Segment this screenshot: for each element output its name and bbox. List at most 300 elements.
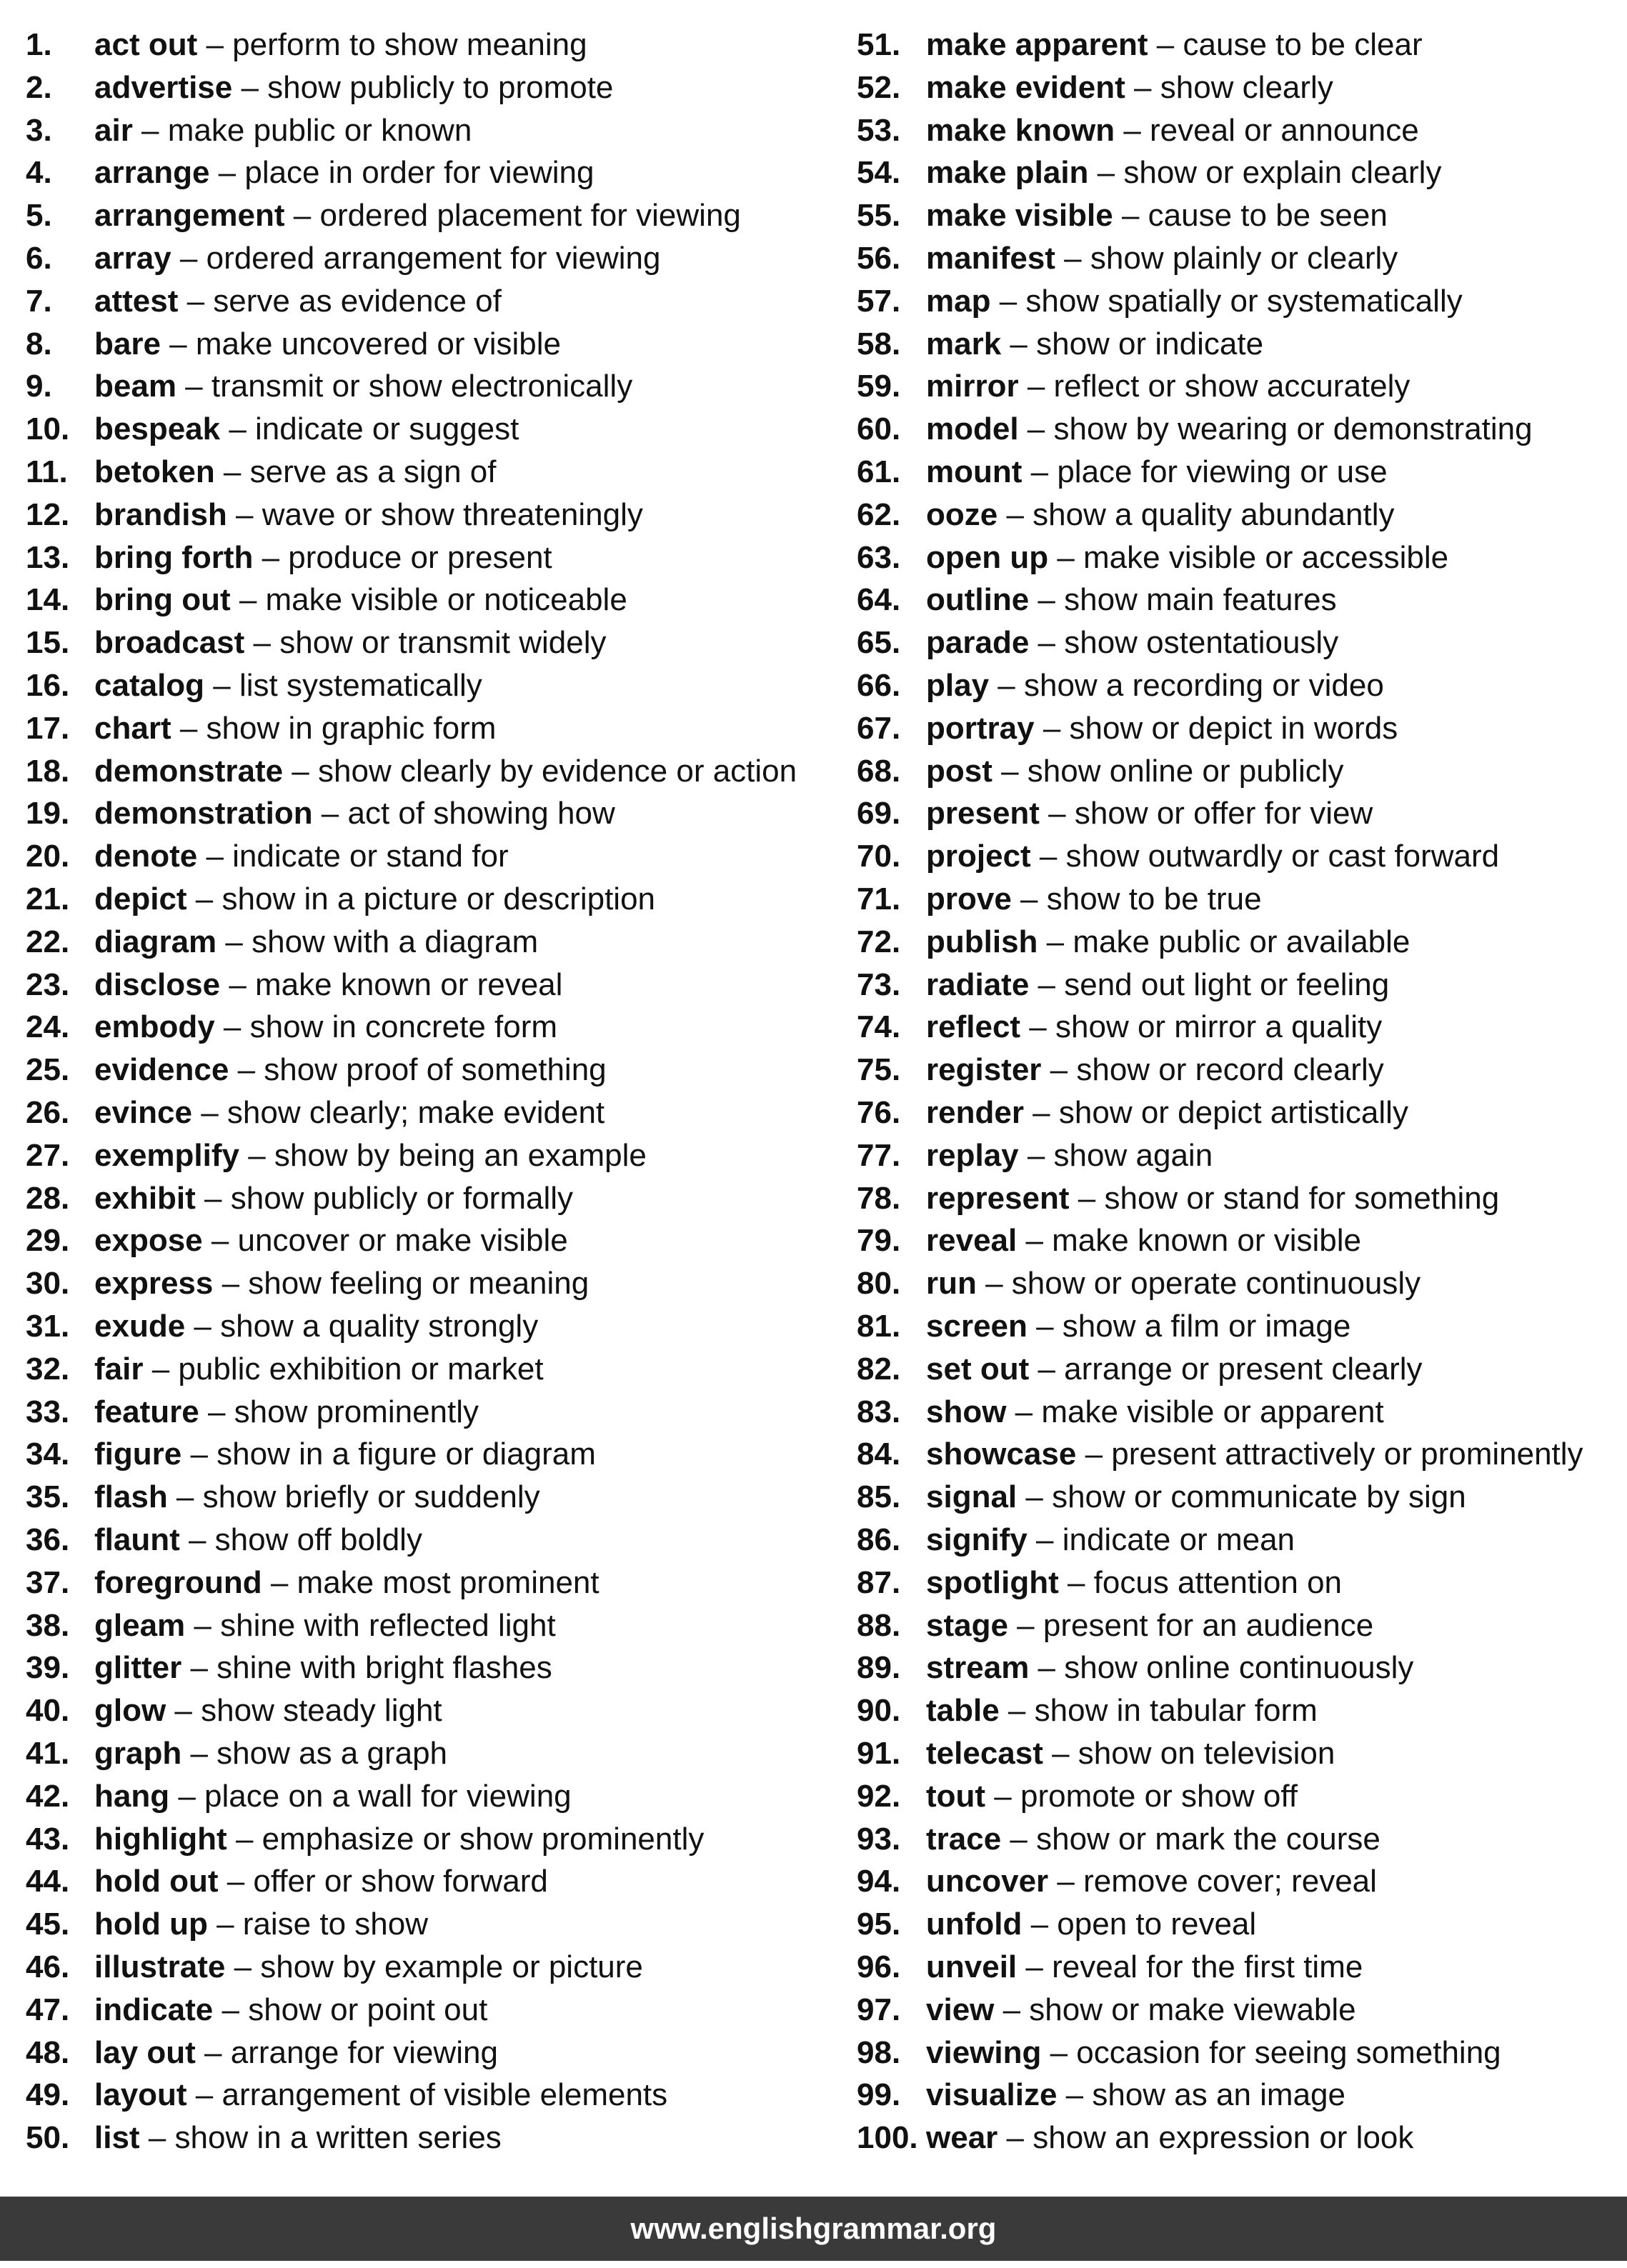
entry-definition: – show a film or image bbox=[1027, 1309, 1351, 1344]
entry-definition: – show or offer for view bbox=[1039, 796, 1373, 831]
entry-definition: – list systematically bbox=[204, 668, 482, 703]
entry-text bbox=[926, 1818, 1380, 1861]
entry-definition: – show feeling or meaning bbox=[213, 1266, 589, 1302]
entry-definition: – raise to show bbox=[207, 1907, 428, 1942]
entry-number: 88. bbox=[857, 1607, 901, 1643]
entry-number: 21. bbox=[26, 881, 70, 916]
entry-number: 83. bbox=[857, 1394, 901, 1429]
entry-definition: – show as an image bbox=[1057, 2077, 1345, 2113]
entry-definition: – place on a wall for viewing bbox=[169, 1778, 572, 1814]
entry-word: portray bbox=[926, 710, 1035, 746]
entry-number: 35. bbox=[26, 1479, 70, 1515]
entry-word: reveal bbox=[926, 1223, 1018, 1259]
entry-word: publish bbox=[926, 924, 1038, 959]
entry-number: 72. bbox=[857, 924, 901, 959]
entry-definition: – shine with bright flashes bbox=[181, 1650, 552, 1686]
entry-definition: – show a quality abundantly bbox=[997, 496, 1395, 532]
entry-word: open up bbox=[926, 539, 1049, 575]
entry-word: make plain bbox=[926, 155, 1089, 191]
entry-text bbox=[94, 1732, 447, 1775]
entry-number: 91. bbox=[857, 1736, 901, 1771]
entry-text bbox=[926, 921, 1410, 964]
entry-number: 76. bbox=[857, 1095, 901, 1130]
entry-number: 10. bbox=[26, 411, 70, 447]
entry-definition: – make visible or accessible bbox=[1048, 539, 1449, 575]
entry-word: show bbox=[926, 1394, 1007, 1429]
entry-word: model bbox=[926, 411, 1019, 447]
entry-text bbox=[926, 1989, 1356, 2032]
entry-text bbox=[926, 1775, 1298, 1818]
entry-definition: – show or stand for something bbox=[1069, 1180, 1500, 1216]
entry-word: make known bbox=[926, 112, 1115, 148]
entry-text bbox=[926, 2074, 1345, 2117]
entry-text bbox=[926, 579, 1337, 621]
entry-number: 96. bbox=[857, 1949, 901, 1984]
entry-definition: – show steady light bbox=[166, 1693, 442, 1729]
entry-definition: – show with a diagram bbox=[217, 924, 539, 959]
entry-word: render bbox=[926, 1095, 1024, 1130]
entry-number: 86. bbox=[857, 1522, 901, 1557]
entry-word: act out bbox=[94, 27, 198, 62]
entry-definition: – show online continuously bbox=[1029, 1650, 1414, 1686]
entry-number: 3. bbox=[26, 112, 52, 148]
entry-definition: – show or depict artistically bbox=[1023, 1095, 1408, 1130]
entry-text bbox=[94, 707, 496, 750]
entry-word: diagram bbox=[94, 924, 217, 959]
entry-definition: – show or point out bbox=[213, 1992, 488, 2027]
entry-text bbox=[926, 451, 1388, 494]
entry-word: arrangement bbox=[94, 198, 285, 234]
entry-number: 49. bbox=[26, 2077, 70, 2113]
entry-text bbox=[926, 66, 1333, 109]
entry-word: map bbox=[926, 283, 991, 319]
entry-word: array bbox=[94, 241, 171, 276]
entry-definition: – show prominently bbox=[199, 1394, 479, 1429]
entry-definition: – promote or show off bbox=[985, 1778, 1298, 1814]
entry-text bbox=[926, 621, 1338, 664]
entry-number: 32. bbox=[26, 1351, 70, 1387]
entry-number: 80. bbox=[857, 1266, 901, 1302]
entry-text bbox=[94, 24, 587, 66]
entry-definition: – show proof of something bbox=[229, 1052, 607, 1088]
entry-text bbox=[926, 1219, 1361, 1262]
entry-text bbox=[926, 365, 1410, 408]
entry-definition: – show or record clearly bbox=[1041, 1052, 1384, 1088]
entry-number: 63. bbox=[857, 539, 901, 575]
entry-text bbox=[94, 494, 643, 536]
entry-number: 38. bbox=[26, 1607, 70, 1643]
entry-word: outline bbox=[926, 582, 1030, 618]
entry-number: 36. bbox=[26, 1522, 70, 1557]
entry-text bbox=[94, 1647, 552, 1689]
entry-definition: – show to be true bbox=[1011, 881, 1262, 916]
entry-number: 8. bbox=[26, 326, 52, 361]
entry-word: evidence bbox=[94, 1052, 229, 1088]
entry-text bbox=[94, 1989, 487, 2032]
entry-definition: – show online or publicly bbox=[992, 753, 1344, 789]
entry-word: disclose bbox=[94, 966, 221, 1002]
entry-definition: – show in a written series bbox=[139, 2120, 502, 2156]
entry-number: 22. bbox=[26, 924, 70, 959]
entry-number: 23. bbox=[26, 966, 70, 1002]
entry-word: advertise bbox=[94, 69, 233, 105]
entry-definition: – show clearly; make evident bbox=[191, 1095, 605, 1130]
entry-text bbox=[94, 621, 606, 664]
entry-word: bare bbox=[94, 326, 161, 361]
entry-definition: – show on television bbox=[1043, 1736, 1335, 1771]
entry-text bbox=[94, 1262, 589, 1305]
entry-text bbox=[94, 2032, 498, 2074]
entry-text bbox=[94, 1903, 428, 1946]
entry-word: hold out bbox=[94, 1864, 219, 1899]
entry-number: 81. bbox=[857, 1309, 901, 1344]
entry-definition: – produce or present bbox=[253, 539, 552, 575]
entry-word: expose bbox=[94, 1223, 203, 1259]
entry-number: 97. bbox=[857, 1992, 901, 2027]
footer-bar bbox=[0, 2197, 1627, 2261]
entry-definition: – cause to be clear bbox=[1148, 27, 1423, 62]
entry-number: 58. bbox=[857, 326, 901, 361]
entry-definition: – open to reveal bbox=[1022, 1907, 1257, 1942]
entry-number: 33. bbox=[26, 1394, 70, 1429]
entry-text bbox=[926, 1647, 1413, 1689]
entry-number: 7. bbox=[26, 283, 52, 319]
entry-word: list bbox=[94, 2120, 140, 2156]
entry-number: 31. bbox=[26, 1309, 70, 1344]
entry-number: 20. bbox=[26, 839, 70, 874]
entry-word: lay out bbox=[94, 2034, 196, 2070]
entry-definition: – wave or show threateningly bbox=[227, 496, 643, 532]
entry-text bbox=[926, 1391, 1384, 1434]
entry-definition: – make visible or noticeable bbox=[230, 582, 627, 618]
entry-definition: – reflect or show accurately bbox=[1018, 369, 1410, 404]
entry-word: reflect bbox=[926, 1009, 1021, 1045]
entry-definition: – make most prominent bbox=[262, 1564, 599, 1600]
entry-word: uncover bbox=[926, 1864, 1049, 1899]
entry-definition: – ordered arrangement for viewing bbox=[171, 241, 661, 276]
entry-text bbox=[926, 1134, 1213, 1177]
entry-word: hang bbox=[94, 1778, 170, 1814]
entry-definition: – shine with reflected light bbox=[185, 1607, 556, 1643]
entry-word: glitter bbox=[94, 1650, 182, 1686]
entry-number: 74. bbox=[857, 1009, 901, 1045]
entry-word: layout bbox=[94, 2077, 187, 2113]
entry-word: chart bbox=[94, 710, 171, 746]
entry-word: parade bbox=[926, 625, 1030, 661]
entry-number: 59. bbox=[857, 369, 901, 404]
entry-word: denote bbox=[94, 839, 198, 874]
entry-definition: – make uncovered or visible bbox=[160, 326, 562, 361]
entry-number: 84. bbox=[857, 1437, 901, 1472]
entry-word: register bbox=[926, 1052, 1042, 1088]
entry-number: 87. bbox=[857, 1564, 901, 1600]
entry-number: 28. bbox=[26, 1180, 70, 1216]
entry-word: fair bbox=[94, 1351, 144, 1387]
entry-text bbox=[926, 707, 1398, 750]
entry-number: 41. bbox=[26, 1736, 70, 1771]
entry-word: air bbox=[94, 112, 133, 148]
entry-definition: – show an expression or look bbox=[997, 2120, 1414, 2156]
entry-number: 69. bbox=[857, 796, 901, 831]
entry-definition: – reveal or announce bbox=[1115, 112, 1419, 148]
entry-definition: – make public or available bbox=[1038, 924, 1410, 959]
entry-text bbox=[94, 1519, 422, 1562]
entry-word: bespeak bbox=[94, 411, 221, 447]
entry-word: exude bbox=[94, 1309, 186, 1344]
entry-word: mark bbox=[926, 326, 1002, 361]
entry-number: 24. bbox=[26, 1009, 70, 1045]
entry-number: 9. bbox=[26, 369, 52, 404]
entry-number: 73. bbox=[857, 966, 901, 1002]
entry-word: mirror bbox=[926, 369, 1019, 404]
entry-definition: – show by being an example bbox=[239, 1137, 647, 1173]
entry-text bbox=[926, 1433, 1583, 1476]
entry-word: table bbox=[926, 1693, 1000, 1729]
entry-word: evince bbox=[94, 1095, 192, 1130]
entry-text bbox=[926, 194, 1388, 237]
entry-word: prove bbox=[926, 881, 1012, 916]
entry-definition: – show in a picture or description bbox=[186, 881, 656, 916]
entry-word: graph bbox=[94, 1736, 182, 1771]
entry-word: radiate bbox=[926, 966, 1030, 1002]
entry-text bbox=[94, 1476, 540, 1519]
entry-text bbox=[926, 1562, 1342, 1604]
entry-definition: – show main features bbox=[1029, 582, 1337, 618]
entry-number: 68. bbox=[857, 753, 901, 789]
entry-number: 54. bbox=[857, 155, 901, 191]
entry-definition: – show clearly by evidence or action bbox=[283, 753, 797, 789]
entry-definition: – show again bbox=[1018, 1137, 1213, 1173]
entry-text bbox=[94, 237, 661, 280]
entry-number: 37. bbox=[26, 1564, 70, 1600]
entry-word: flash bbox=[94, 1479, 168, 1515]
footer-website-link[interactable]: www.englishgrammar.org bbox=[630, 2212, 997, 2245]
entry-number: 82. bbox=[857, 1351, 901, 1387]
entry-word: beam bbox=[94, 369, 176, 404]
entry-number: 61. bbox=[857, 454, 901, 489]
entry-text bbox=[94, 2074, 667, 2117]
entry-text bbox=[94, 1134, 647, 1177]
entry-number: 93. bbox=[857, 1821, 901, 1857]
entry-text bbox=[94, 194, 741, 237]
entry-definition: – show ostentatiously bbox=[1029, 625, 1339, 661]
entry-word: mount bbox=[926, 454, 1023, 489]
entry-definition: – indicate or stand for bbox=[197, 839, 509, 874]
entry-text bbox=[926, 664, 1384, 707]
entry-number: 65. bbox=[857, 625, 901, 661]
entry-text bbox=[926, 878, 1262, 921]
entry-definition: – uncover or make visible bbox=[202, 1223, 568, 1259]
entry-definition: – show or mark the course bbox=[1001, 1821, 1380, 1857]
entry-text bbox=[926, 2117, 1413, 2159]
entry-definition: – arrangement of visible elements bbox=[186, 2077, 668, 2113]
entry-word: signify bbox=[926, 1522, 1028, 1557]
entry-word: post bbox=[926, 753, 992, 789]
entry-text bbox=[94, 109, 472, 152]
entry-word: highlight bbox=[94, 1821, 227, 1857]
entry-number: 6. bbox=[26, 241, 52, 276]
entry-text bbox=[94, 921, 538, 964]
entry-number: 25. bbox=[26, 1052, 70, 1088]
entry-word: view bbox=[926, 1992, 995, 2027]
entry-text bbox=[94, 2117, 502, 2159]
entry-definition: – show in concrete form bbox=[214, 1009, 558, 1045]
entry-text bbox=[94, 280, 502, 323]
entry-text bbox=[94, 451, 496, 494]
entry-number: 48. bbox=[26, 2034, 70, 2070]
entry-definition: – show or indicate bbox=[1001, 326, 1264, 361]
entry-word: set out bbox=[926, 1351, 1030, 1387]
entry-definition: – show publicly to promote bbox=[232, 69, 614, 105]
entry-word: attest bbox=[94, 283, 179, 319]
entry-number: 17. bbox=[26, 710, 70, 746]
entry-word: feature bbox=[94, 1394, 199, 1429]
entry-word: betoken bbox=[94, 454, 215, 489]
entry-number: 14. bbox=[26, 582, 70, 618]
entry-text bbox=[94, 1348, 544, 1391]
entry-number: 44. bbox=[26, 1864, 70, 1899]
entry-definition: – show outwardly or cast forward bbox=[1030, 839, 1500, 874]
entry-text bbox=[94, 1433, 596, 1476]
entry-text bbox=[926, 1604, 1373, 1647]
entry-definition: – present attractively or prominently bbox=[1076, 1437, 1583, 1472]
entry-number: 40. bbox=[26, 1693, 70, 1729]
entry-number: 43. bbox=[26, 1821, 70, 1857]
entry-number: 89. bbox=[857, 1650, 901, 1686]
entry-text bbox=[926, 109, 1419, 152]
entry-definition: – show as a graph bbox=[181, 1736, 448, 1771]
entry-word: glow bbox=[94, 1693, 166, 1729]
entry-number: 56. bbox=[857, 241, 901, 276]
entry-number: 78. bbox=[857, 1180, 901, 1216]
entry-text bbox=[926, 1348, 1423, 1391]
entry-number: 30. bbox=[26, 1266, 70, 1302]
entry-number: 67. bbox=[857, 710, 901, 746]
entry-definition: – act of showing how bbox=[312, 796, 615, 831]
entry-number: 79. bbox=[857, 1223, 901, 1259]
entry-number: 47. bbox=[26, 1992, 70, 2027]
entry-word: showcase bbox=[926, 1437, 1077, 1472]
entry-number: 13. bbox=[26, 539, 70, 575]
entry-word: play bbox=[926, 668, 990, 703]
entry-text bbox=[94, 408, 519, 451]
entry-word: broadcast bbox=[94, 625, 245, 661]
entry-text bbox=[94, 365, 632, 408]
entry-text bbox=[94, 750, 797, 793]
entry-number: 50. bbox=[26, 2120, 70, 2156]
entry-text bbox=[94, 66, 613, 109]
entry-number: 95. bbox=[857, 1907, 901, 1942]
entry-definition: – cause to be seen bbox=[1113, 198, 1388, 234]
entry-text bbox=[926, 1519, 1295, 1562]
entry-definition: – show briefly or suddenly bbox=[167, 1479, 540, 1515]
entry-text bbox=[926, 792, 1373, 835]
entry-word: wear bbox=[926, 2120, 998, 2156]
entry-word: foreground bbox=[94, 1564, 262, 1600]
entry-definition: – show in graphic form bbox=[171, 710, 497, 746]
entry-number: 16. bbox=[26, 668, 70, 703]
entry-word: tout bbox=[926, 1778, 986, 1814]
entry-text bbox=[926, 835, 1499, 878]
entry-word: viewing bbox=[926, 2034, 1042, 2070]
entry-number: 18. bbox=[26, 753, 70, 789]
entry-word: trace bbox=[926, 1821, 1002, 1857]
entry-word: represent bbox=[926, 1180, 1070, 1216]
entry-word: bring forth bbox=[94, 539, 254, 575]
entry-text bbox=[926, 1006, 1382, 1049]
entry-word: manifest bbox=[926, 241, 1055, 276]
entry-text bbox=[926, 1305, 1350, 1348]
entry-word: arrange bbox=[94, 155, 210, 191]
entry-word: depict bbox=[94, 881, 187, 916]
entry-word: demonstration bbox=[94, 796, 313, 831]
entry-text bbox=[926, 151, 1441, 194]
entry-word: stage bbox=[926, 1607, 1008, 1643]
entry-number: 26. bbox=[26, 1095, 70, 1130]
entry-word: signal bbox=[926, 1479, 1018, 1515]
entry-word: make visible bbox=[926, 198, 1113, 234]
entry-text bbox=[94, 792, 615, 835]
entry-text bbox=[94, 1818, 704, 1861]
entry-number: 45. bbox=[26, 1907, 70, 1942]
entry-number: 4. bbox=[26, 155, 52, 191]
entry-definition: – reveal for the first time bbox=[1017, 1949, 1363, 1984]
entry-text bbox=[94, 1305, 538, 1348]
entry-number: 53. bbox=[857, 112, 901, 148]
entry-text bbox=[94, 1219, 568, 1262]
entry-definition: – show or operate continuously bbox=[976, 1266, 1421, 1302]
entry-definition: – make visible or apparent bbox=[1006, 1394, 1384, 1429]
entry-number: 92. bbox=[857, 1778, 901, 1814]
entry-number: 90. bbox=[857, 1693, 901, 1729]
entry-word: replay bbox=[926, 1137, 1019, 1173]
entry-text bbox=[926, 536, 1448, 579]
entry-number: 62. bbox=[857, 496, 901, 532]
entry-word: exemplify bbox=[94, 1137, 239, 1173]
entry-definition: – public exhibition or market bbox=[143, 1351, 544, 1387]
entry-number: 98. bbox=[857, 2034, 901, 2070]
entry-word: brandish bbox=[94, 496, 227, 532]
entry-text bbox=[94, 1177, 573, 1220]
entry-text bbox=[94, 579, 627, 621]
entry-number: 77. bbox=[857, 1137, 901, 1173]
entry-definition: – show by example or picture bbox=[225, 1949, 643, 1984]
entry-word: run bbox=[926, 1266, 977, 1302]
entry-definition: – place for viewing or use bbox=[1022, 454, 1388, 489]
entry-number: 75. bbox=[857, 1052, 901, 1088]
entry-number: 51. bbox=[857, 27, 901, 62]
entry-text bbox=[926, 1049, 1384, 1091]
entry-text bbox=[926, 1903, 1256, 1946]
entry-text bbox=[94, 151, 594, 194]
entry-definition: – show clearly bbox=[1125, 69, 1333, 105]
entry-number: 70. bbox=[857, 839, 901, 874]
entry-number: 99. bbox=[857, 2077, 901, 2113]
entry-number: 46. bbox=[26, 1949, 70, 1984]
entry-word: make evident bbox=[926, 69, 1125, 105]
entry-word: stream bbox=[926, 1650, 1030, 1686]
entry-number: 34. bbox=[26, 1437, 70, 1472]
entry-word: project bbox=[926, 839, 1031, 874]
entry-word: spotlight bbox=[926, 1564, 1059, 1600]
entry-text bbox=[926, 237, 1398, 280]
entry-text bbox=[94, 536, 552, 579]
entry-definition: – transmit or show electronically bbox=[176, 369, 633, 404]
entry-definition: – indicate or mean bbox=[1027, 1522, 1295, 1557]
entry-definition: – show or transmit widely bbox=[244, 625, 607, 661]
entry-number: 55. bbox=[857, 198, 901, 234]
entry-word: hold up bbox=[94, 1907, 208, 1942]
